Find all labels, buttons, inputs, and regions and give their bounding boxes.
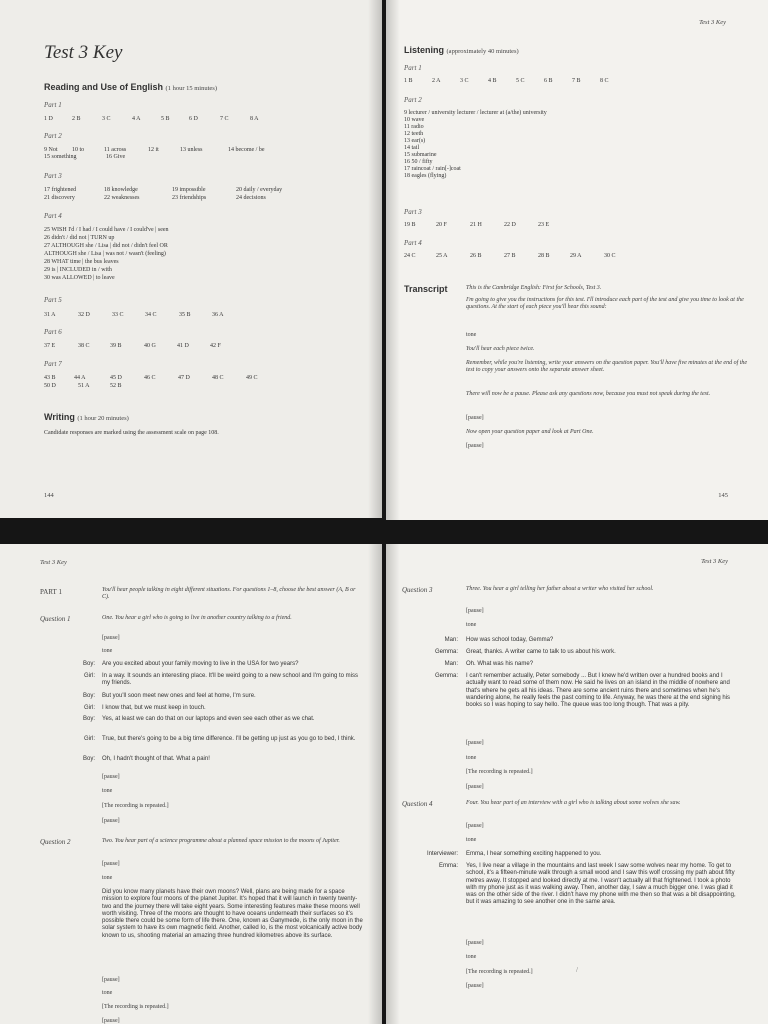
writing-heading-text: Writing [44,412,75,422]
page-shadow [368,544,382,1024]
tone-cue: tone [466,755,477,761]
answer: 1 B [404,78,413,84]
page-shadow [386,0,400,520]
transcript-line: I'm going to give you the instructions for this test. I'll introduce each part of the test and give you time to look at the questions. At the start of each piece you'll hear this sound: [466,297,744,311]
answer: 28 B [538,253,550,259]
answer: 5 B [161,116,170,122]
dialogue-line: Are you excited about your family moving to live in the USA for two years? [102,661,299,667]
answer: 2 B [72,116,81,122]
answer: 7 B [572,78,581,84]
pencil-mark-icon: / [576,966,578,974]
pause-cue: [pause] [466,443,484,449]
speaker-label: Girl: [84,673,95,679]
answer: 31 A [44,312,56,318]
question-1-heading: Question 1 [40,615,71,623]
transcript-line: You'll hear each piece twice. [466,346,535,352]
answer-line: 12 teeth [404,131,424,137]
question-3-heading: Question 3 [402,586,433,594]
answer: 15 something [44,154,77,160]
page-146 [0,544,382,1024]
repeat-cue: [The recording is repeated.] [466,969,533,975]
reading-part5-label: Part 5 [44,296,62,304]
repeat-cue: [The recording is repeated.] [102,1004,169,1010]
answer: 29 A [570,253,582,259]
listening-heading [404,45,519,55]
question-4-intro: Four. You hear part of an interview with a girl who is talking about some wolves she saw. [466,800,681,806]
answer-line: 16 50 / fifty [404,159,433,165]
dialogue-line: True, but there's going to be a big time difference. I'll be getting up just as you go to bed, I think. [102,736,356,742]
listening-part3-answers [404,222,744,230]
answer: 30 C [604,253,616,259]
answer: 16 Give [106,154,126,160]
answer: 40 G [144,343,156,349]
answer: 25 A [436,253,448,259]
answer: 23 E [538,222,550,228]
answer-line: 26 didn't / did not | TURN up [44,235,115,241]
speaker-label: Gemma: [434,649,458,655]
answer: 6 B [544,78,553,84]
answer: 7 C [220,116,229,122]
reading-part7-label: Part 7 [44,360,62,368]
question-2-heading: Question 2 [40,838,71,846]
answer-line: 14 tail [404,145,420,151]
reading-part5-answers [44,312,374,320]
pause-cue: [pause] [102,774,120,780]
answer: 20 F [436,222,447,228]
listening-part1-label: Part 1 [404,64,422,72]
tone-cue: tone [102,990,113,996]
reading-heading [44,82,217,92]
answer: 50 D [44,383,56,389]
answer: 41 D [177,343,189,349]
answer-line: 28 WHAT time | the bus leaves [44,259,119,265]
answer: 11 across [104,147,127,153]
repeat-cue: [The recording is repeated.] [102,803,169,809]
repeat-cue: [The recording is repeated.] [466,769,533,775]
transcript-line: This is the Cambridge English: First for Schools, Test 3. [466,285,602,291]
answer: 44 A [74,375,86,381]
dialogue-line: In a way. It sounds an interesting place. It'll be weird going to a new school and I'm going to miss my friends. [102,673,358,687]
answer: 19 impossible [172,187,206,193]
answer-line: 15 submarine [404,152,437,158]
question-4-heading: Question 4 [402,800,433,808]
answer-line: ALTHOUGH she / Lisa | was not / wasn't (feeling) [44,251,166,257]
speaker-label: Girl: [84,705,95,711]
programme-text: Did you know many planets have their own moons? Well, plans are being made for a space mission to explore four moons of the planet Jupiter. It's hoped that it will launch in twenty twenty-two and the journey there will take eight years. Some interesting features make these moons well worth visiting. Three of the moons are thought to have oceans underneath their surfaces so it's possible there could be some form of life there. One, known as Ganymede, is the only moon in the solar system to have its own magnetic field. Another, called Io, is the most volcanically active body known to us, shooting material an amazing three hundred kilometres above its surface. [102,889,363,939]
answer: 13 unless [180,147,203,153]
answer: 42 F [210,343,221,349]
transcript-line: There will now be a pause. Please ask any questions now, because you must not speak during the test. [466,391,711,397]
answer: 3 C [460,78,469,84]
answer: 4 B [488,78,497,84]
listening-duration: (approximately 40 minutes) [446,48,519,55]
speaker-label: Boy: [82,693,95,699]
speaker-label: Boy: [82,756,95,762]
pause-cue: [pause] [102,635,120,641]
answer-line: 11 radio [404,124,424,130]
listening-part2-label: Part 2 [404,96,422,104]
question-2-intro: Two. You hear part of a science programme about a planned space mission to the moons of Jupiter. [102,838,340,844]
answer: 17 frightened [44,187,77,193]
answer-line: 30 was ALLOWED | to leave [44,275,115,281]
dialogue-line: Emma, I hear something exciting happened to you. [466,851,602,857]
listening-part1-answers [404,78,744,86]
tone-cue: tone [466,954,477,960]
pause-cue: [pause] [466,983,484,989]
answer: 49 C [246,375,258,381]
answer: 47 D [178,375,190,381]
answer: 9 Not [44,147,58,153]
dialogue-line: Oh, I hadn't thought of that. What a pain! [102,756,210,762]
answer: 21 H [470,222,482,228]
answer-line: 27 ALTHOUGH she / Lisa | did not / didn't feel OR [44,243,168,249]
listening-part3-label: Part 3 [404,208,422,216]
running-head: Test 3 Key [40,559,67,566]
answer: 8 C [600,78,609,84]
part-heading: PART 1 [40,588,62,596]
answer-line: 17 raincoat / rain[-]coat [404,166,461,172]
transcript-heading: Transcript [404,284,448,294]
writing-note: Candidate responses are marked using the assessment scale on page 108. [44,430,219,436]
answer: 1 D [44,116,53,122]
speaker-label: Girl: [84,736,95,742]
tone-cue: tone [102,788,113,794]
dialogue-line: Yes, at least we can do that on our laptops and even see each other as we chat. [102,716,315,722]
answer: 33 C [112,312,124,318]
question-1-intro: One. You hear a girl who is going to live in another country talking to a friend. [102,615,292,621]
answer: 45 D [110,375,122,381]
dialogue-line: But you'll soon meet new ones and feel at home, I'm sure. [102,693,256,699]
dialogue-line: Yes, I live near a village in the mountains and last week I saw some wolves near my home. To get to school, it's a fifteen-minute walk through a small wood and I saw this wolf crossing my path about fifty metres away. It stopped and looked directly at me. I wasn't actually all that frightened. I took a photo with my phone just as it was walking away. Then, another day, I saw a much bigger one. I was glad it was on the other side of the river. I didn't have my phone with me then so that was a bit disappointing, but it was amazing to see another one in the same area. [466,863,736,906]
answer: 5 C [516,78,525,84]
answer: 14 become / be [228,147,265,153]
reading-part3-answers [44,187,374,205]
answer: 35 B [179,312,191,318]
answer: 43 B [44,375,56,381]
pause-cue: [pause] [466,823,484,829]
reading-part7-answers [44,375,374,393]
reading-part3-label: Part 3 [44,172,62,180]
page-number: 144 [44,492,54,499]
pause-cue: [pause] [102,861,120,867]
tone-cue: tone [102,875,113,881]
pause-cue: [pause] [102,1018,120,1024]
reading-part1-label: Part 1 [44,101,62,109]
pause-cue: [pause] [466,940,484,946]
tone-cue: tone [466,837,477,843]
speaker-label: Emma: [438,863,458,869]
answer: 6 D [189,116,198,122]
transcript-line: Now open your question paper and look at Part One. [466,429,594,435]
question-3-intro: Three. You hear a girl telling her father about a writer who visited her school. [466,586,654,592]
answer: 19 B [404,222,416,228]
page-title: Test 3 Key [44,42,123,63]
running-head: Test 3 Key [701,558,728,565]
answer: 46 C [144,375,156,381]
answer: 2 A [432,78,441,84]
reading-part4-label: Part 4 [44,212,62,220]
pause-cue: [pause] [466,740,484,746]
page-number: 145 [718,492,728,499]
reading-part6-label: Part 6 [44,328,62,336]
tone-cue: tone [466,332,477,338]
answer: 4 A [132,116,141,122]
listening-heading-text: Listening [404,45,444,55]
answer-line: 13 ear(s) [404,138,426,144]
answer: 32 D [78,312,90,318]
answer: 21 discovery [44,195,75,201]
speaker-label: Gemma: [434,673,458,679]
transcript-line: Remember, while you're listening, write your answers on the question paper. You'll have five minutes at the end of the test to copy your answers onto the separate answer sheet. [466,360,748,374]
answer: 3 C [102,116,111,122]
tone-cue: tone [102,648,113,654]
running-head: Test 3 Key [699,19,726,26]
reading-part2-answers [44,147,374,165]
answer: 22 D [504,222,516,228]
answer: 52 B [110,383,122,389]
page-145 [386,0,768,520]
answer: 36 A [212,312,224,318]
listening-part4-label: Part 4 [404,239,422,247]
reading-part1-answers [44,116,374,124]
page-shadow [386,544,400,1024]
part-instructions: You'll hear people talking in eight different situations. For questions 1–8, choose the best answer (A, B or C). [102,587,356,601]
pause-cue: [pause] [466,415,484,421]
dialogue-line: I know that, but we must keep in touch. [102,705,206,711]
answer: 38 C [78,343,90,349]
answer: 12 it [148,147,159,153]
pause-cue: [pause] [102,977,120,983]
page-147 [386,544,768,1024]
answer: 37 E [44,343,56,349]
answer: 24 C [404,253,416,259]
speaker-label: Interviewer: [426,851,458,857]
answer: 26 B [470,253,482,259]
answer: 27 B [504,253,516,259]
speaker-label: Man: [444,661,458,667]
answer-line: 25 WISH I'd / I had / I could have / I could've | seen [44,227,169,233]
answer: 20 daily / everyday [236,187,283,193]
speaker-label: Boy: [82,716,95,722]
answer: 8 A [250,116,259,122]
dialogue-line: Great, thanks. A writer came to talk to us about his work. [466,649,616,655]
answer: 10 to [72,147,85,153]
answer: 48 C [212,375,224,381]
answer: 34 C [145,312,157,318]
dialogue-line: How was school today, Gemma? [466,637,554,643]
dialogue-line: Oh. What was his name? [466,661,534,667]
speaker-label: Man: [444,637,458,643]
pause-cue: [pause] [466,608,484,614]
answer-line: 10 wave [404,117,425,123]
answer: 39 B [110,343,122,349]
answer-line: 29 is | INCLUDED in / with [44,267,112,273]
listening-part4-answers [404,253,744,261]
answer: 22 weaknesses [104,195,140,201]
writing-heading [44,412,129,422]
page-shadow [368,0,382,518]
tone-cue: tone [466,622,477,628]
answer: 18 knowledge [104,187,138,193]
writing-duration: (1 hour 20 minutes) [77,415,129,422]
page-144 [0,0,382,518]
answer-line: 18 eagles (flying) [404,173,447,179]
reading-part6-answers [44,343,374,351]
answer-line: 9 lecturer / university lecturer / lecturer at (a/the) university [404,110,547,116]
speaker-label: Boy: [82,661,95,667]
pause-cue: [pause] [466,784,484,790]
answer: 24 decisions [236,195,266,201]
answer: 51 A [78,383,90,389]
reading-heading-text: Reading and Use of English [44,82,164,92]
reading-part2-label: Part 2 [44,132,62,140]
reading-duration: (1 hour 15 minutes) [165,85,217,92]
pause-cue: [pause] [102,818,120,824]
answer: 23 friendships [172,195,207,201]
dialogue-line: I can't remember actually, Peter somebody ... But I knew he'd written over a hundred books and I actually want to read some of them now. He said he lives on an island in the middle of nowhere and that's where he gets all his ideas. There are some ancient ruins there and sometimes when he's wandering alone, he really feels the past coming to life. Anyway, he was there at the end signing his books so I was hoping to say hello. The queue was too long though. That was a pity. [466,673,731,709]
